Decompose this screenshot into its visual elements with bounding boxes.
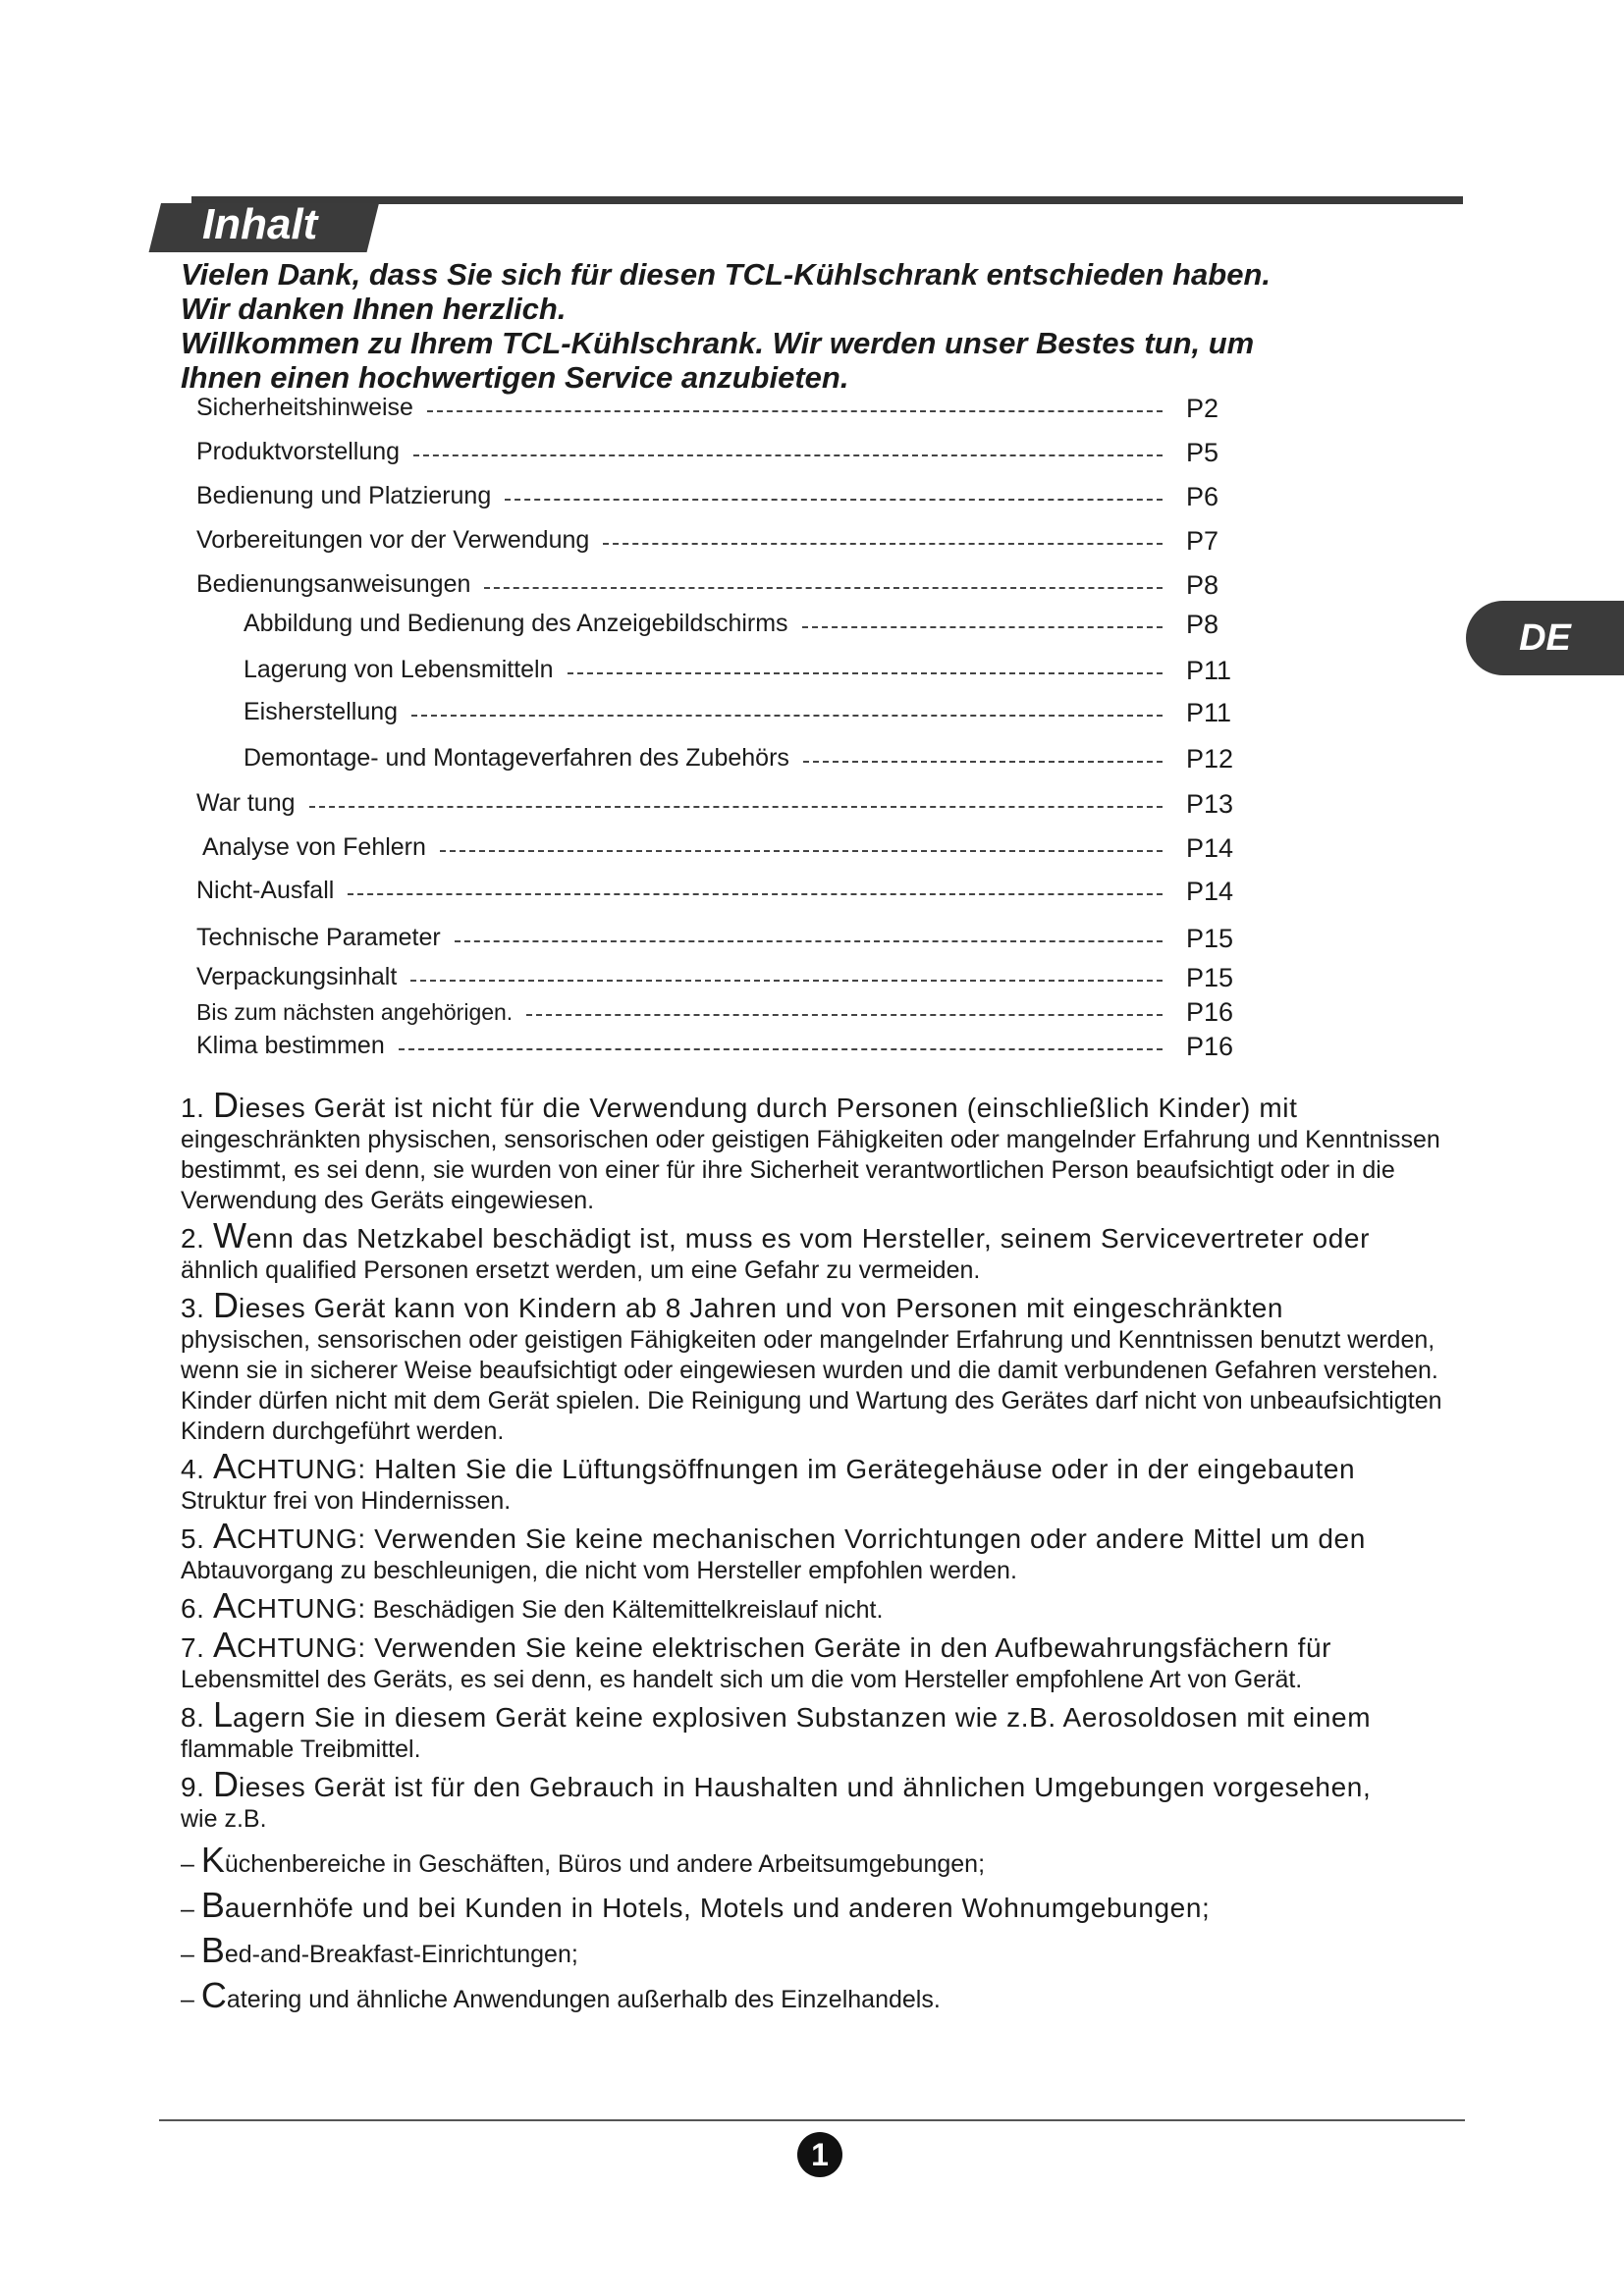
toc-label: Demontage- und Montageverfahren des Zubehörs: [244, 744, 789, 772]
language-badge: DE: [1466, 601, 1624, 675]
toc-leader: [399, 1048, 1163, 1050]
toc-label: Lagerung von Lebensmitteln: [244, 656, 554, 683]
toc-leader: [440, 850, 1163, 852]
toc-label: Verpackungsinhalt: [196, 963, 398, 990]
toc-label: Eisherstellung: [244, 698, 399, 725]
toc-leader: [484, 587, 1163, 589]
safety-paragraph: 3. Dieses Gerät kann von Kindern ab 8 Jahren und von Personen mit eingeschränkten physischen, sensorischen oder geistigen Fähigkeiten oder mangelnder Erfahrung und Kenntnissen benutzt werden, wenn sie in sicherer Weise beaufsichtigt oder eingewiesen wurden und die damit verbundenen Gefahren verstehen. Kinder dürfen nicht mit dem Gerät spielen. Die Reinigung und Wartung des Gerätes darf nicht von unbeaufsichtigten Kindern durchgeführt werden.: [181, 1285, 1442, 1445]
toc-label: Bedienung und Platzierung: [196, 482, 492, 509]
intro-line: Vielen Dank, dass Sie sich für diesen TCL-Kühlschrank entschieden haben.: [181, 257, 1271, 292]
toc-page: P8: [1186, 570, 1219, 600]
toc-leader: [413, 454, 1163, 456]
toc-leader: [802, 626, 1163, 628]
toc-page: P15: [1186, 924, 1234, 953]
toc-row[interactable]: [196, 788, 1237, 822]
safety-paragraph: 8. Lagern Sie in diesem Gerät keine explosiven Substanzen wie z.B. Aerosoldosen mit einem flammable Treibmittel.: [181, 1694, 1372, 1763]
toc-label: Bis zum nächsten angehörigen.: [196, 999, 514, 1025]
toc-leader: [455, 940, 1163, 942]
table-of-contents: [0, 0, 1624, 1080]
toc-page: P15: [1186, 963, 1234, 992]
page-title: Inhalt: [202, 200, 318, 248]
toc-label: Sicherheitshinweise: [196, 394, 413, 421]
toc-page: P7: [1186, 526, 1219, 556]
toc-label: Bedienungsanweisungen: [196, 570, 471, 598]
toc-leader: [603, 543, 1163, 545]
toc-row[interactable]: [196, 569, 1237, 603]
footer-rule: [159, 2119, 1465, 2121]
safety-paragraph: 5. ACHTUNG: Verwenden Sie keine mechanischen Vorrichtungen oder andere Mittel um den Abtauvorgang zu beschleunigen, die nicht vom Hersteller empfohlen werden.: [181, 1516, 1366, 1584]
safety-paragraph: 1. Dieses Gerät ist nicht für die Verwendung durch Personen (einschließlich Kinder) mit eingeschränkten physischen, sensorischen oder geistigen Fähigkeiten oder mangelnder Erfahrung und Kenntnissen bestimmt, es sei denn, sie wurden von einer für ihre Sicherheit verantwortlichen Person beaufsichtigt oder in die Verwendung des Geräts eingewiesen.: [181, 1085, 1440, 1214]
toc-leader: [526, 1014, 1163, 1016]
toc-row[interactable]: [244, 609, 1237, 642]
toc-label: Abbildung und Bedienung des Anzeigebildschirms: [244, 610, 788, 637]
toc-label: Produktvorstellung: [196, 438, 401, 465]
safety-paragraph: 2. Wenn das Netzkabel beschädigt ist, muss es vom Hersteller, seinem Servicevertreter oder ähnlich qualified Personen ersetzt werden, um eine Gefahr zu vermeiden.: [181, 1215, 1370, 1284]
toc-row[interactable]: [196, 393, 1237, 426]
toc-label: Analyse von Fehlern: [202, 833, 426, 861]
toc-page: P14: [1186, 877, 1234, 906]
toc-row[interactable]: [196, 1031, 1237, 1064]
toc-leader: [410, 980, 1163, 982]
toc-label: War tung: [196, 789, 296, 817]
safety-paragraph: 9. Dieses Gerät ist für den Gebrauch in Haushalten und ähnlichen Umgebungen vorgesehen, wie z.B.: [181, 1764, 1372, 1833]
safety-paragraph: 6. ACHTUNG: Beschädigen Sie den Kältemittelkreislauf nicht.: [181, 1585, 884, 1626]
toc-row[interactable]: [196, 923, 1237, 956]
toc-row[interactable]: [196, 962, 1237, 995]
intro-line: Willkommen zu Ihrem TCL-Kühlschrank. Wir werden unser Bestes tun, um: [181, 326, 1255, 360]
toc-leader: [505, 499, 1163, 501]
toc-leader: [348, 893, 1163, 895]
intro-line: Ihnen einen hochwertigen Service anzubieten.: [181, 360, 849, 395]
toc-row[interactable]: [202, 832, 1237, 866]
toc-label: Technische Parameter: [196, 924, 441, 951]
toc-label: Vorbereitungen vor der Verwendung: [196, 526, 590, 554]
usage-bullet: – Catering und ähnliche Anwendungen außerhalb des Einzelhandels.: [181, 1975, 941, 2015]
toc-row[interactable]: [244, 697, 1237, 730]
toc-page: P2: [1186, 394, 1219, 423]
safety-paragraph: 7. ACHTUNG: Verwenden Sie keine elektrischen Geräte in den Aufbewahrungsfächern für Lebensmittel des Geräts, es sei denn, es handelt sich um die vom Hersteller empfohlene Art von Gerät.: [181, 1625, 1332, 1693]
toc-page: P5: [1186, 438, 1219, 467]
toc-row[interactable]: [196, 437, 1237, 470]
intro-line: Wir danken Ihnen herzlich.: [181, 292, 567, 326]
toc-row[interactable]: [244, 655, 1237, 688]
page-number-badge: 1: [797, 2132, 842, 2177]
toc-row[interactable]: [196, 481, 1237, 514]
toc-page: P11: [1186, 656, 1232, 685]
toc-page: P12: [1186, 744, 1234, 774]
toc-leader: [803, 761, 1163, 763]
toc-row[interactable]: [244, 743, 1237, 776]
toc-page: P16: [1186, 1032, 1234, 1061]
toc-row[interactable]: [196, 996, 1237, 1030]
toc-page: P13: [1186, 789, 1234, 819]
toc-leader: [411, 715, 1163, 717]
toc-label: Nicht-Ausfall: [196, 877, 335, 904]
toc-page: P14: [1186, 833, 1234, 863]
usage-bullet: – Bed-and-Breakfast-Einrichtungen;: [181, 1930, 578, 1970]
toc-page: P11: [1186, 698, 1232, 727]
toc-page: P6: [1186, 482, 1219, 511]
toc-row[interactable]: [196, 525, 1237, 559]
toc-row[interactable]: [196, 876, 1237, 909]
toc-leader: [427, 410, 1163, 412]
toc-label: Klima bestimmen: [196, 1032, 385, 1059]
toc-page: P8: [1186, 610, 1219, 639]
toc-leader: [309, 806, 1163, 808]
toc-leader: [568, 672, 1163, 674]
usage-bullet: – Küchenbereiche in Geschäften, Büros und andere Arbeitsumgebungen;: [181, 1840, 986, 1880]
safety-notes: [181, 1085, 1457, 2025]
usage-bullet: – Bauernhöfe und bei Kunden in Hotels, Motels und anderen Wohnumgebungen;: [181, 1885, 1211, 1925]
safety-paragraph: 4. ACHTUNG: Halten Sie die Lüftungsöffnungen im Gerätegehäuse oder in der eingebauten Struktur frei von Hindernissen.: [181, 1446, 1356, 1515]
toc-page: P16: [1186, 997, 1234, 1027]
